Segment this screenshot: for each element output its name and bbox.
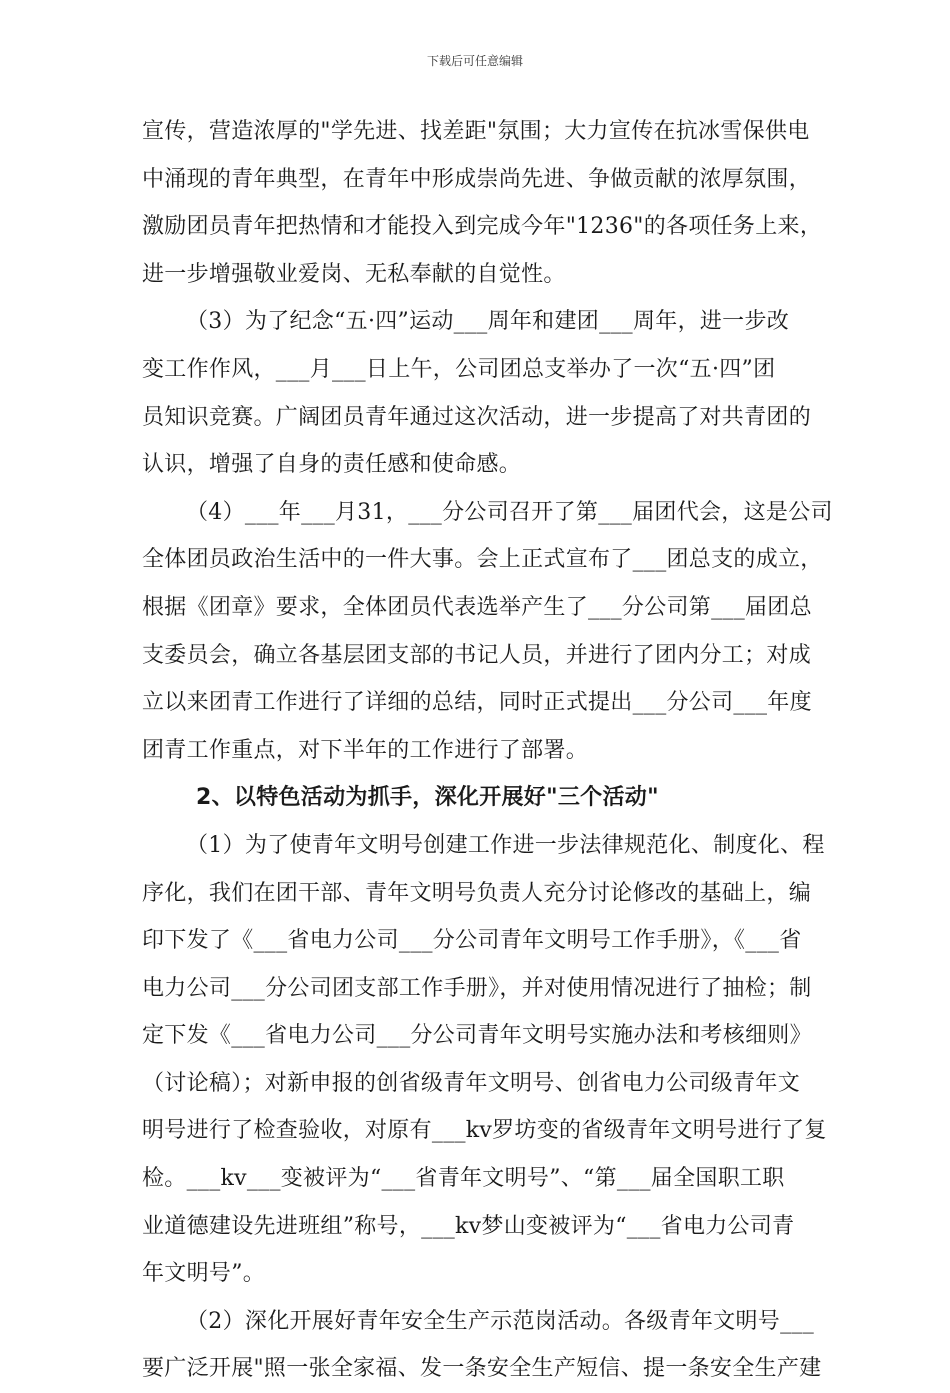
- text-line: 印下发了《___省电力公司___分公司青年文明号工作手册》，《___省: [142, 928, 802, 954]
- text-line: 激励团员青年把热情和才能投入到完成今年"1236"的各项任务上来，: [142, 214, 823, 240]
- section-heading: 2、以特色活动为抓手，深化开展好"三个活动": [196, 785, 659, 811]
- text-line: 员知识竞赛。广阔团员青年通过这次活动，进一步提高了对共青团的: [142, 404, 812, 430]
- page-header: 下载后可任意编辑: [426, 54, 523, 68]
- text-line: 年文明号”。: [142, 1261, 266, 1287]
- text-line: 全体团员政治生活中的一件大事。会上正式宣布了___团总支的成立，: [142, 547, 823, 573]
- text-line: 宣传，营造浓厚的"学先进、找差距"氛围；大力宣传在抗冰雪保供电: [142, 119, 810, 144]
- text-line: 团青工作重点，对下半年的工作进行了部署。: [142, 737, 589, 763]
- paragraph-start-line: （3）为了纪念“五·四”运动___周年和建团___周年，进一步改: [186, 309, 790, 335]
- text-line: 根据《团章》要求，全体团员代表选举产生了___分公司第___届团总: [142, 594, 812, 620]
- text-line: 进一步增强敬业爱岗、无私奉献的自觉性。: [142, 261, 566, 287]
- text-line: 定下发《___省电力公司___分公司青年文明号实施办法和考核细则》: [142, 1023, 812, 1049]
- text-line: 业道德建设先进班组”称号，___kv梦山变被评为“___省电力公司青: [142, 1213, 795, 1239]
- text-line: 电力公司___分公司团支部工作手册》，并对使用情况进行了抽检；制: [142, 975, 812, 1001]
- text-line: 立以来团青工作进行了详细的总结，同时正式提出___分公司___年度: [142, 690, 812, 716]
- text-line: 中涌现的青年典型，在青年中形成崇尚先进、争做贡献的浓厚氛围，: [142, 166, 812, 192]
- text-line: （讨论稿）；对新申报的创省级青年文明号、创省电力公司级青年文: [142, 1070, 801, 1096]
- body-text: [142, 108, 833, 1393]
- text-line: 要广泛开展"照一张全家福、发一条安全生产短信、提一条安全生产建: [142, 1356, 822, 1382]
- text-line: 明号进行了检查验收，对原有___kv罗坊变的省级青年文明号进行了复: [142, 1118, 827, 1144]
- paragraph-start-line: （1）为了使青年文明号创建工作进一步法律规范化、制度化、程: [186, 832, 825, 858]
- text-line: 认识，增强了自身的责任感和使命感。: [142, 452, 522, 478]
- text-line: 变工作作风，___月___日上午，公司团总支举办了一次“五·四”团: [142, 356, 776, 382]
- text-line: 检。___kv___变被评为“___省青年文明号”、“第___届全国职工职: [142, 1166, 785, 1192]
- paragraph-start-line: （4）___年___月31，___分公司召开了第___届团代会，这是公司: [186, 499, 833, 525]
- text-line: 序化，我们在团干部、青年文明号负责人充分讨论修改的基础上，编: [142, 880, 812, 906]
- text-line: 支委员会，确立各基层团支部的书记人员，并进行了团内分工；对成: [142, 642, 812, 668]
- paragraph-start-line: （2）深化开展好青年安全生产示范岗活动。各级青年文明号___: [186, 1308, 814, 1334]
